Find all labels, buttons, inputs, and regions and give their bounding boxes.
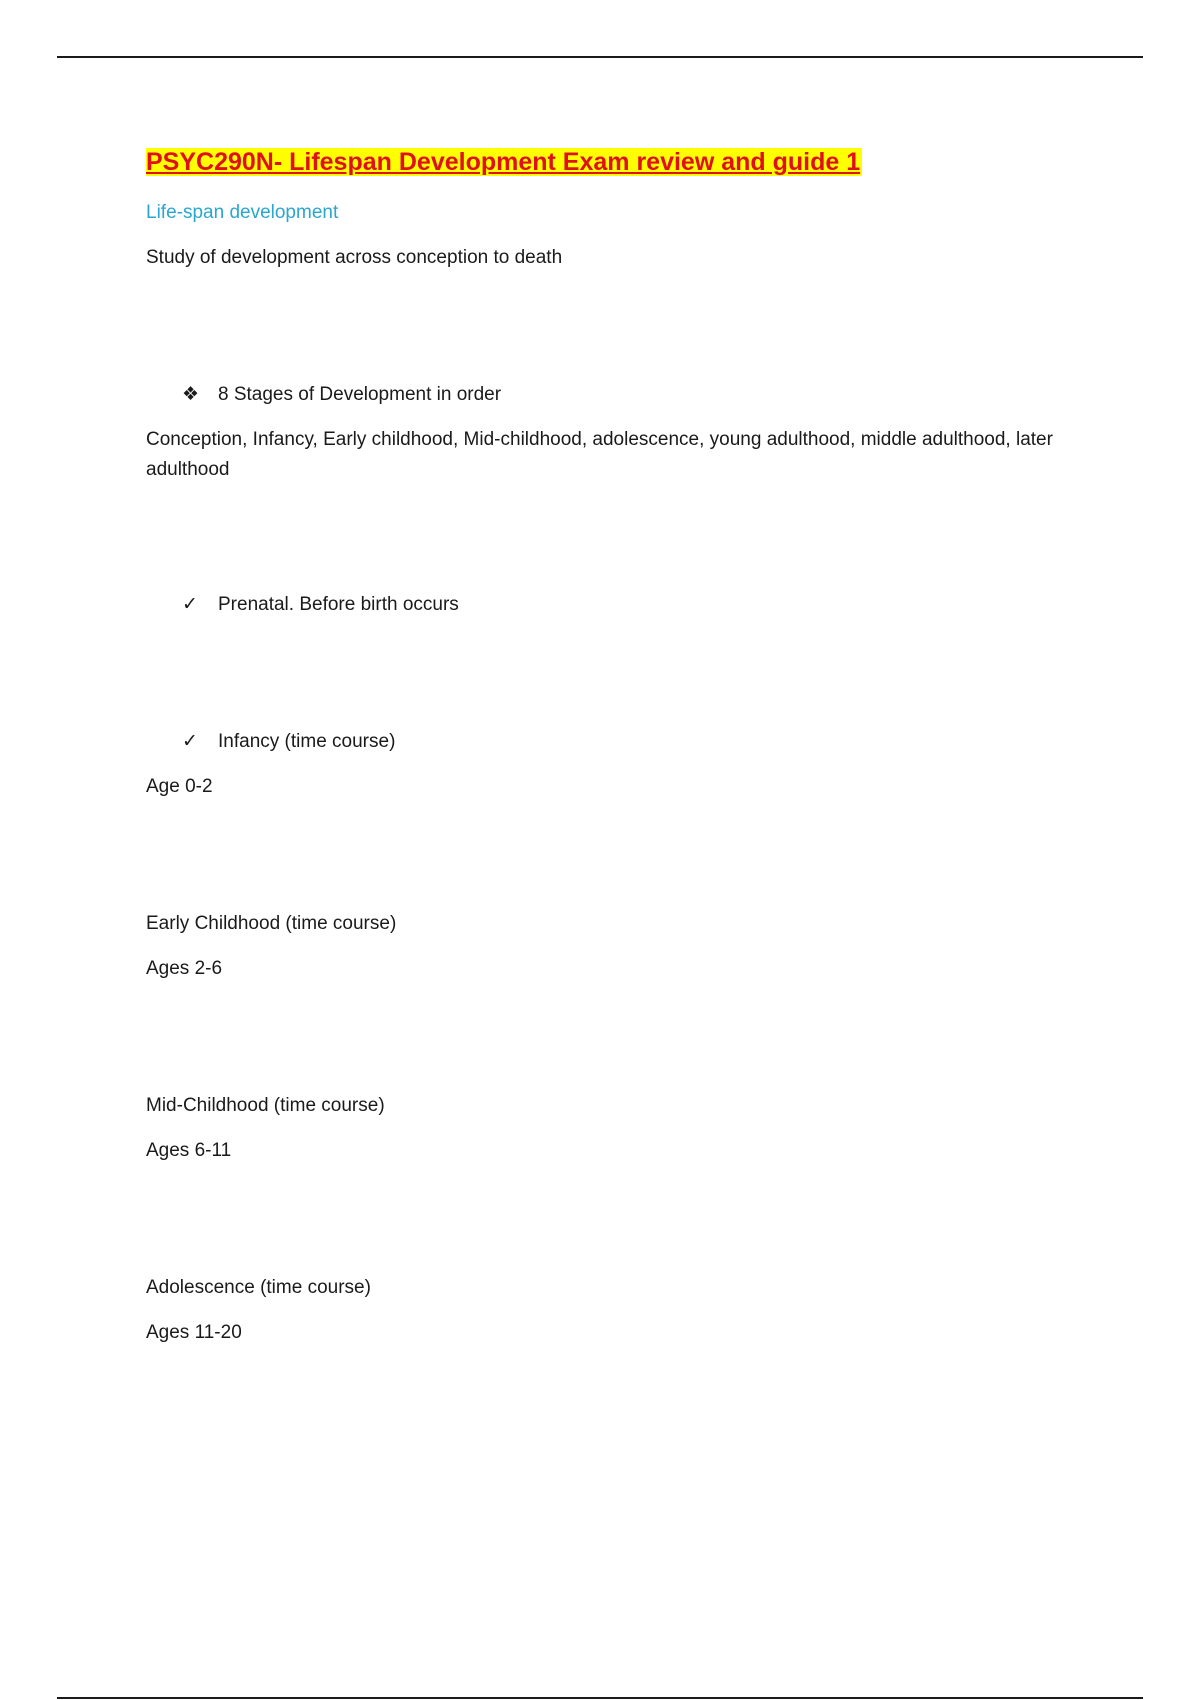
adolescence-ages: Ages 11-20	[146, 1322, 242, 1343]
infancy-bullet	[182, 727, 395, 757]
stages-list-text: Conception, Infancy, Early childhood, Mid-childhood, adolescence, young adulthood, middle adulthood, later adulthood	[146, 429, 1053, 480]
document-title: PSYC290N- Lifespan Development Exam review and guide 1	[146, 148, 861, 176]
subheading: Life-span development	[146, 202, 339, 223]
stages-bullet-text: 8 Stages of Development in order	[218, 384, 502, 405]
document-title-line	[146, 146, 862, 180]
infancy-text: Infancy (time course)	[218, 731, 396, 752]
prenatal-bullet	[182, 590, 459, 620]
checkmark-icon: ✓	[182, 594, 198, 615]
mid-childhood-ages: Ages 6-11	[146, 1140, 232, 1161]
prenatal-text: Prenatal. Before birth occurs	[218, 594, 459, 615]
infancy-ages: Age 0-2	[146, 776, 213, 797]
adolescence-heading: Adolescence (time course)	[146, 1277, 371, 1298]
early-childhood-heading: Early Childhood (time course)	[146, 913, 397, 934]
diamond-bullet-icon: ❖	[182, 384, 200, 405]
early-childhood-ages: Ages 2-6	[146, 958, 223, 979]
footer-rule	[57, 1697, 1143, 1699]
stages-bullet	[182, 380, 501, 410]
definition-text: Study of development across conception to death	[146, 247, 563, 268]
header-rule	[57, 56, 1143, 58]
mid-childhood-heading: Mid-Childhood (time course)	[146, 1095, 385, 1116]
checkmark-icon: ✓	[182, 731, 198, 752]
